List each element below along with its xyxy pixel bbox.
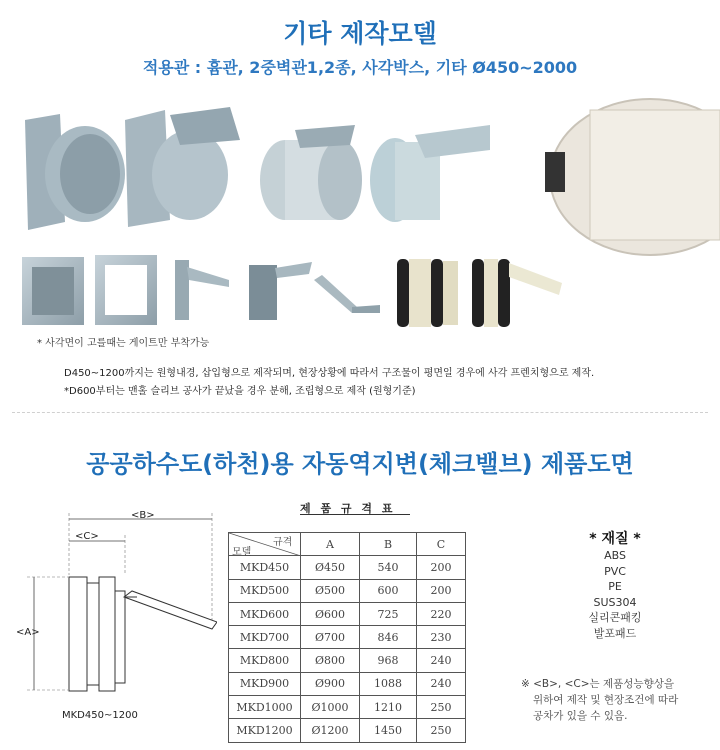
table-row — [229, 696, 466, 719]
cell-a: Ø500 — [301, 579, 360, 602]
material-item: ABS — [604, 549, 626, 562]
spec-table — [228, 532, 466, 743]
header-model-spec-cell — [229, 533, 301, 556]
tolerance-footnote — [521, 676, 711, 724]
footnote-line3: 공차가 있을 수 있음. — [533, 710, 628, 722]
cell-c: 240 — [417, 672, 466, 695]
cell-c: 250 — [417, 719, 466, 742]
cell-model: MKD700 — [229, 626, 301, 649]
table-row — [229, 602, 466, 625]
flange-valve-open-image — [120, 105, 245, 230]
square-gate-open-image — [247, 260, 317, 325]
footnote-line2: 위하여 제작 및 현장조건에 따라 — [533, 694, 679, 706]
dimension-b-label: <B> — [131, 510, 155, 521]
cell-model: MKD450 — [229, 556, 301, 579]
large-drum-valve-image — [540, 92, 720, 257]
cell-model: MKD1200 — [229, 719, 301, 742]
photo-note: * 사각면이 고를때는 게이트만 부착가능 — [37, 338, 210, 349]
table-row — [229, 649, 466, 672]
beige-valve-image — [392, 255, 467, 330]
header-c: C — [417, 533, 466, 556]
cell-model: MKD800 — [229, 649, 301, 672]
material-item: PE — [608, 580, 622, 593]
cell-b: 725 — [360, 602, 417, 625]
header-a: A — [301, 533, 360, 556]
cell-a: Ø1200 — [301, 719, 360, 742]
cell-a: Ø900 — [301, 672, 360, 695]
table-header-row — [229, 533, 466, 556]
cell-b: 1450 — [360, 719, 417, 742]
material-item: 실리콘패킹 — [588, 611, 642, 624]
table-row — [229, 626, 466, 649]
footnote-line1: ※ <B>, <C>는 제품성능향상을 — [521, 678, 675, 690]
header-spec: 규격 — [273, 537, 293, 548]
square-gate-side-image — [167, 255, 237, 327]
header-model: 모델 — [232, 547, 252, 558]
cell-a: Ø700 — [301, 626, 360, 649]
cell-c: 250 — [417, 696, 466, 719]
section2-title: 공공하수도(하천)용 자동역지변(체크밸브) 제품도면 — [86, 450, 634, 478]
material-item: SUS304 — [593, 595, 637, 609]
page-subtitle: 적용관 : 흄관, 2중벽관1,2종, 사각박스, 기타 Ø450~2000 — [142, 58, 578, 77]
cell-a: Ø1000 — [301, 696, 360, 719]
cell-b: 600 — [360, 579, 417, 602]
table-row — [229, 672, 466, 695]
spec-title-underline — [300, 514, 410, 515]
cell-model: MKD900 — [229, 672, 301, 695]
cell-c: 240 — [417, 649, 466, 672]
table-row — [229, 556, 466, 579]
description-line2: *D600부터는 맨홀 슬리브 공사가 끝났을 경우 분해, 조립형으로 제작 (원형기준) — [64, 386, 416, 397]
gate-flap-image — [312, 265, 382, 320]
cell-c: 200 — [417, 556, 466, 579]
round-valve-open-image — [365, 120, 495, 230]
section-divider — [12, 412, 708, 413]
beige-valve-open-image — [467, 255, 567, 330]
cell-a: Ø800 — [301, 649, 360, 672]
dimension-c-label: <C> — [75, 531, 99, 542]
materials-title: * 재질 * — [589, 531, 641, 547]
cell-b: 846 — [360, 626, 417, 649]
round-valve-image — [255, 120, 365, 230]
flange-valve-image — [20, 112, 125, 232]
cell-b: 968 — [360, 649, 417, 672]
valve-technical-drawing — [12, 505, 217, 705]
cell-c: 200 — [417, 579, 466, 602]
material-item: PVC — [604, 564, 626, 578]
square-frame-open-image — [95, 255, 157, 325]
cell-model: MKD1000 — [229, 696, 301, 719]
product-photos-row1 — [20, 100, 540, 250]
cell-c: 220 — [417, 602, 466, 625]
cell-a: Ø600 — [301, 602, 360, 625]
material-item: 발포패드 — [593, 626, 637, 640]
materials-list — [560, 548, 670, 641]
cell-model: MKD500 — [229, 579, 301, 602]
header-b: B — [360, 533, 417, 556]
cell-model: MKD600 — [229, 602, 301, 625]
table-row — [229, 719, 466, 742]
cell-a: Ø450 — [301, 556, 360, 579]
page-title: 기타 제작모델 — [283, 19, 437, 48]
cell-c: 230 — [417, 626, 466, 649]
cell-b: 1088 — [360, 672, 417, 695]
spec-table-title: 제 품 규 격 표 — [300, 502, 396, 515]
drawing-caption: MKD450~1200 — [62, 710, 138, 721]
description-line1: D450~1200까지는 원형내경, 삽입형으로 제작되며, 현장상황에 따라서 구조물이 평면일 경우에 사각 프렌치형으로 제작. — [64, 368, 595, 379]
square-frame-image — [22, 257, 84, 325]
cell-b: 540 — [360, 556, 417, 579]
dimension-a-label: <A> — [16, 627, 40, 638]
cell-b: 1210 — [360, 696, 417, 719]
product-photos-row2 — [22, 255, 542, 330]
table-row — [229, 579, 466, 602]
